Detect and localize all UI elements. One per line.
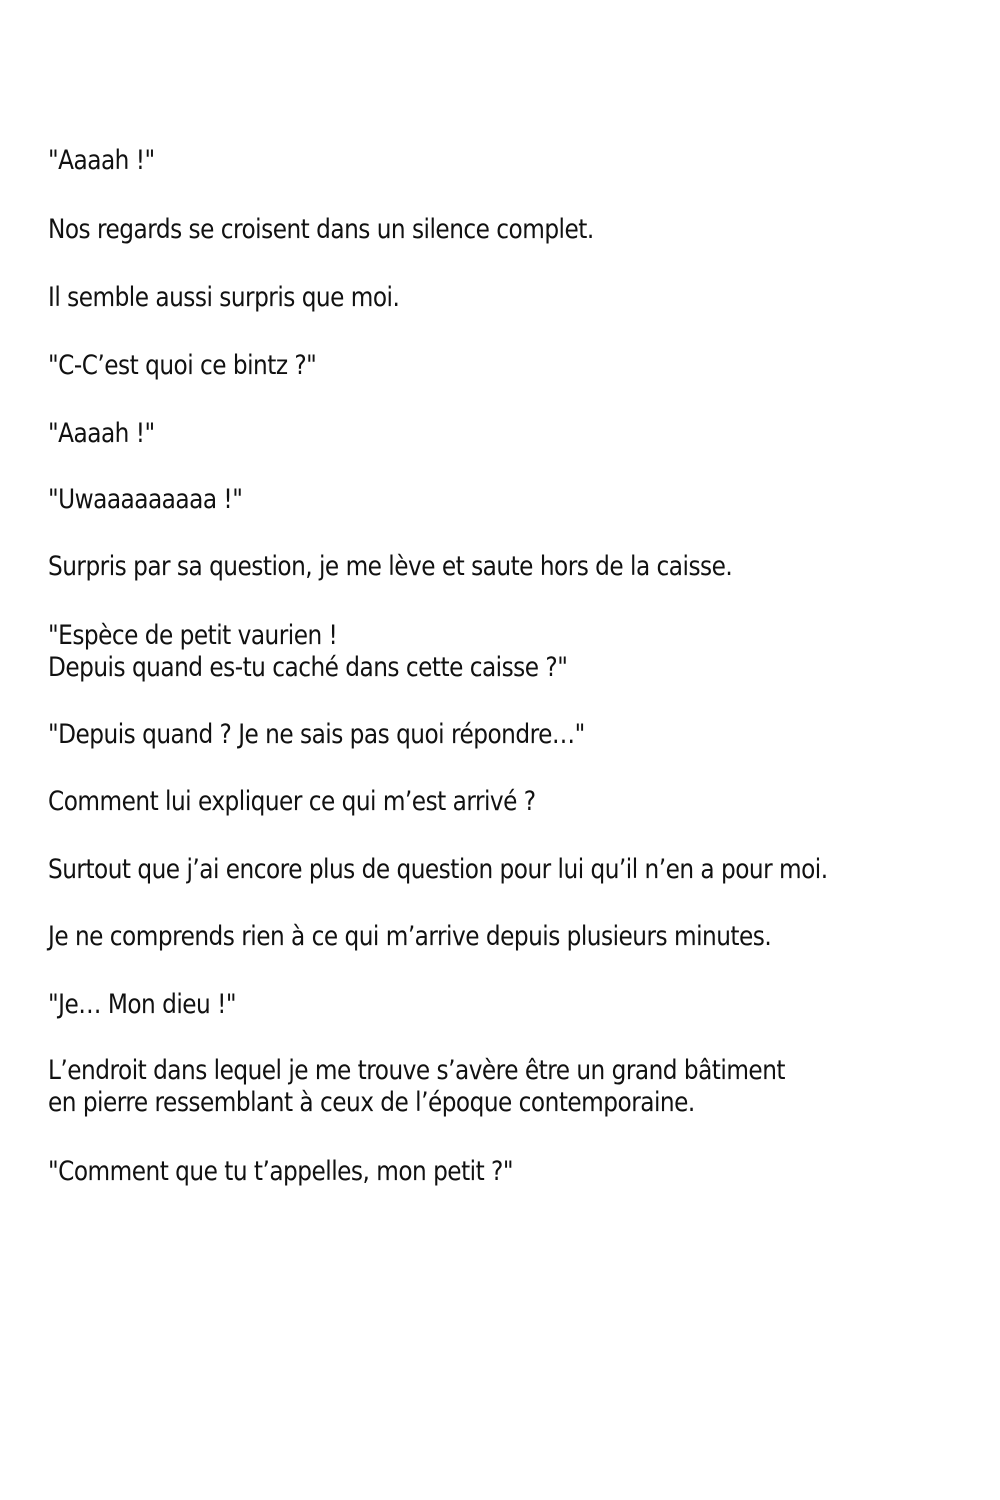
dialogue-line: "Espèce de petit vaurien ! Depuis quand es-tu caché dans cette caisse ?"	[48, 620, 568, 683]
narration-line: Surtout que j’ai encore plus de question pour lui qu’il n’en a pour moi.	[48, 854, 828, 885]
narration-line: Je ne comprends rien à ce qui m’arrive depuis plusieurs minutes.	[48, 921, 772, 952]
dialogue-line: "Comment que tu t’appelles, mon petit ?"	[48, 1156, 514, 1187]
dialogue-line: "Aaaah !"	[48, 418, 155, 449]
dialogue-line: "Je… Mon dieu !"	[48, 989, 237, 1020]
narration-line: L’endroit dans lequel je me trouve s’avère être un grand bâtiment en pierre ressemblant à ceux de l’époque contemporaine.	[48, 1055, 786, 1118]
narration-line: Il semble aussi surpris que moi.	[48, 282, 400, 313]
narration-line: Nos regards se croisent dans un silence complet.	[48, 214, 594, 245]
narration-line: Comment lui expliquer ce qui m’est arrivé ?	[48, 786, 536, 817]
dialogue-line: "Uwaaaaaaaaa !"	[48, 484, 243, 515]
dialogue-line: "Depuis quand ? Je ne sais pas quoi répondre…"	[48, 719, 585, 750]
dialogue-line: "C-C’est quoi ce bintz ?"	[48, 350, 317, 381]
narration-line: Surpris par sa question, je me lève et saute hors de la caisse.	[48, 551, 733, 582]
dialogue-line: "Aaaah !"	[48, 145, 155, 176]
